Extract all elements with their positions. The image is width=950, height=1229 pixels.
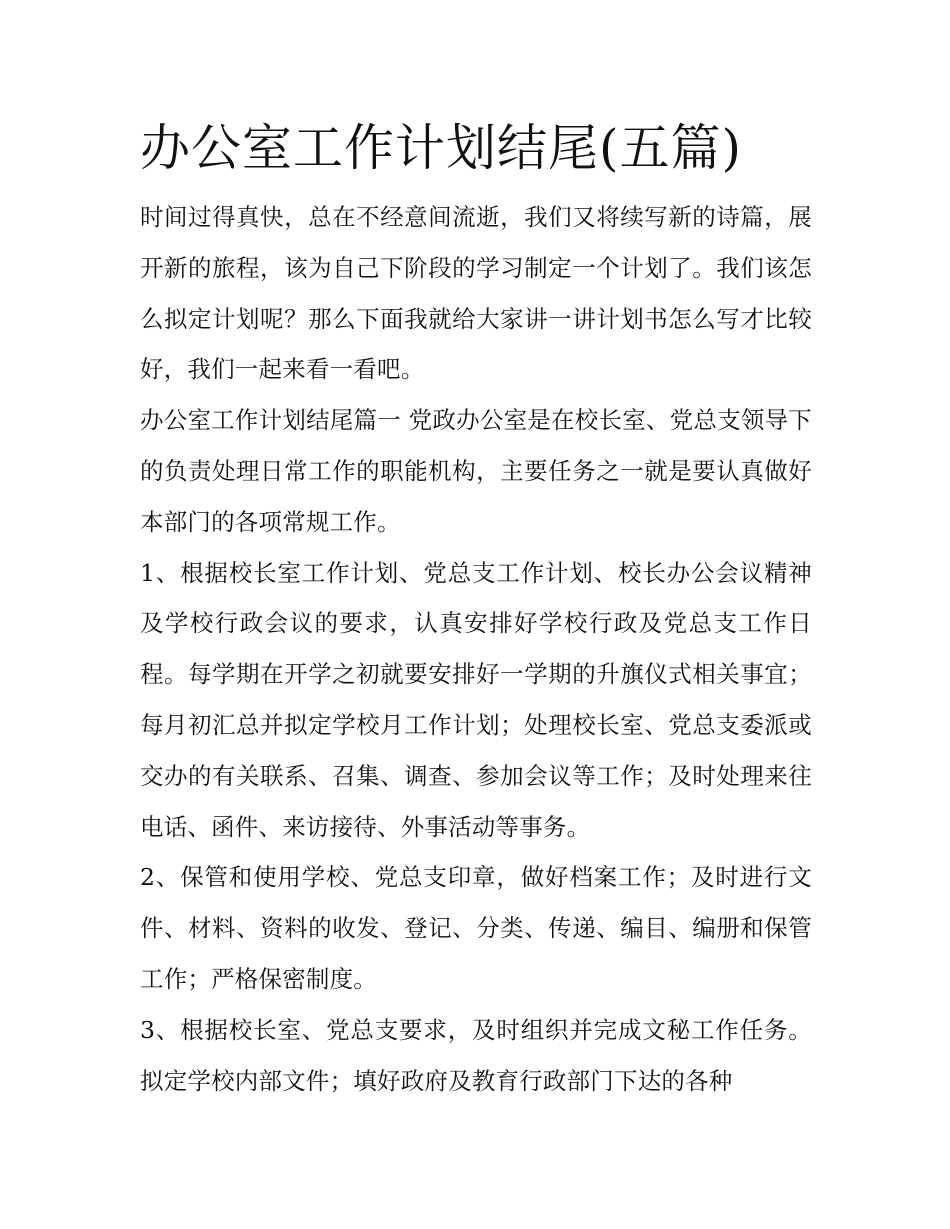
paragraph-item-1: 1、根据校长室工作计划、党总支工作计划、校长办公会议精神及学校行政会议的要求，认真安排好学校行政及党总支工作日程。每学期在开学之初就要安排好一学期的升旗仪式相关事宜；每月初汇总并拟定学校月工作计划；处理校长室、党总支委派或交办的有关联系、召集、调查、参加会议等工作；及时处理来往电话、函件、来访接待、外事活动等事务。 [140,558,812,841]
document-page [140,108,812,1106]
document-title: 办公室工作计划结尾(五篇) [140,119,743,177]
paragraph-item-3: 3、根据校长室、党总支要求，及时组织并完成文秘工作任务。拟定学校内部文件；填好政府及教育行政部门下达的各种 [140,1015,812,1095]
paragraph-section-one: 办公室工作计划结尾篇一 党政办公室是在校长室、党总支领导下的负责处理日常工作的职能机构，主要任务之一就是要认真做好本部门的各项常规工作。 [140,406,812,536]
paragraph-intro: 时间过得真快，总在不经意间流逝，我们又将续写新的诗篇，展开新的旅程，该为自己下阶段的学习制定一个计划了。我们该怎么拟定计划呢？那么下面我就给大家讲一讲计划书怎么写才比较好，我们一起来看一看吧。 [140,203,812,384]
paragraph-item-2: 2、保管和使用学校、党总支印章，做好档案工作；及时进行文件、材料、资料的收发、登记、分类、传递、编目、编册和保管工作；严格保密制度。 [140,863,812,993]
